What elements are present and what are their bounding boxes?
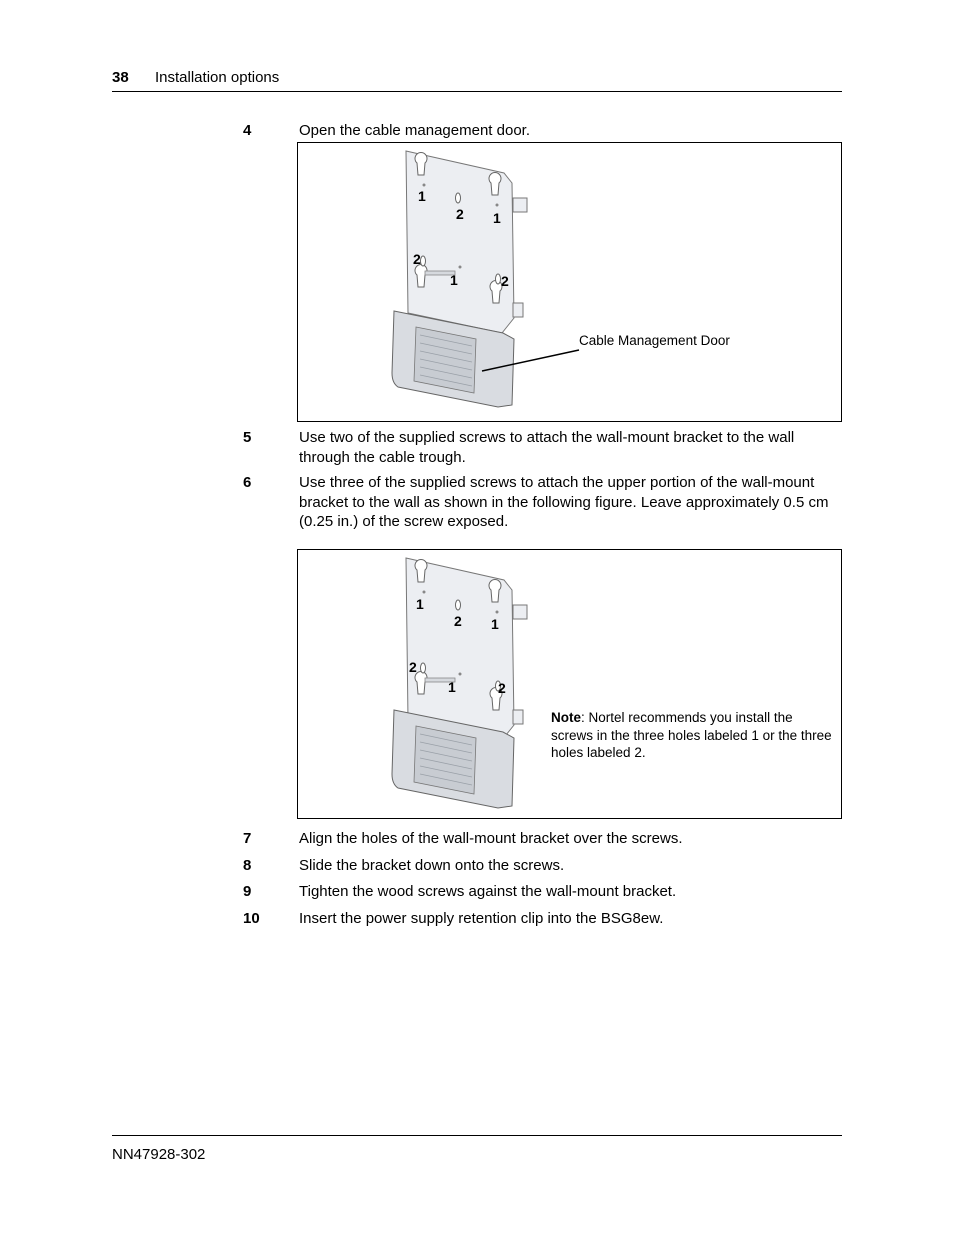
step-number: 8 xyxy=(243,857,252,874)
note-callout xyxy=(551,709,836,762)
step-number: 9 xyxy=(243,883,252,900)
step-text: Slide the bracket down onto the screws. xyxy=(299,857,565,874)
step-number: 7 xyxy=(243,830,252,847)
step-number: 5 xyxy=(243,429,252,446)
note-label: Note xyxy=(551,710,581,725)
hole-label: 2 xyxy=(409,659,417,675)
hole-label: 2 xyxy=(501,273,509,289)
hole-label: 1 xyxy=(448,679,456,695)
page-header xyxy=(112,69,842,92)
callout-cable-management-door: Cable Management Door xyxy=(579,333,730,348)
step-text: Open the cable management door. xyxy=(299,122,530,139)
hole-label: 1 xyxy=(418,188,426,204)
hole-label: 2 xyxy=(456,206,464,222)
hole-label: 2 xyxy=(454,613,462,629)
note-text: : Nortel recommends you install the screws in the three holes labeled 1 or the three holes labeled 2. xyxy=(551,710,832,760)
document-number: NN47928-302 xyxy=(112,1146,206,1163)
step-text: Insert the power supply retention clip into the BSG8ew. xyxy=(299,910,664,927)
figure-cable-management-door xyxy=(297,142,842,422)
step-text: Tighten the wood screws against the wall-mount bracket. xyxy=(299,883,677,900)
page-number: 38 xyxy=(112,69,129,86)
hole-label: 2 xyxy=(498,680,506,696)
bracket-illustration xyxy=(298,550,841,818)
figure-screw-holes xyxy=(297,549,842,819)
hole-label: 1 xyxy=(416,596,424,612)
step-number: 6 xyxy=(243,474,252,491)
step-text: Use two of the supplied screws to attach the wall-mount bracket to the wall through the cable trough. xyxy=(299,429,795,466)
section-title: Installation options xyxy=(155,69,280,86)
hole-label: 1 xyxy=(491,616,499,632)
step-number: 10 xyxy=(243,910,260,927)
hole-label: 1 xyxy=(493,210,501,226)
bracket-illustration xyxy=(298,143,841,421)
step-text: Use three of the supplied screws to attach the upper portion of the wall-mount bracket to the wall as shown in the following figure. Leave approximately 0.5 cm (0.25 in.) of the screw exposed. xyxy=(299,474,829,530)
hole-label: 2 xyxy=(413,251,421,267)
step-number: 4 xyxy=(243,122,252,139)
page-footer xyxy=(112,1135,842,1163)
step-text: Align the holes of the wall-mount bracket over the screws. xyxy=(299,830,683,847)
hole-label: 1 xyxy=(450,272,458,288)
